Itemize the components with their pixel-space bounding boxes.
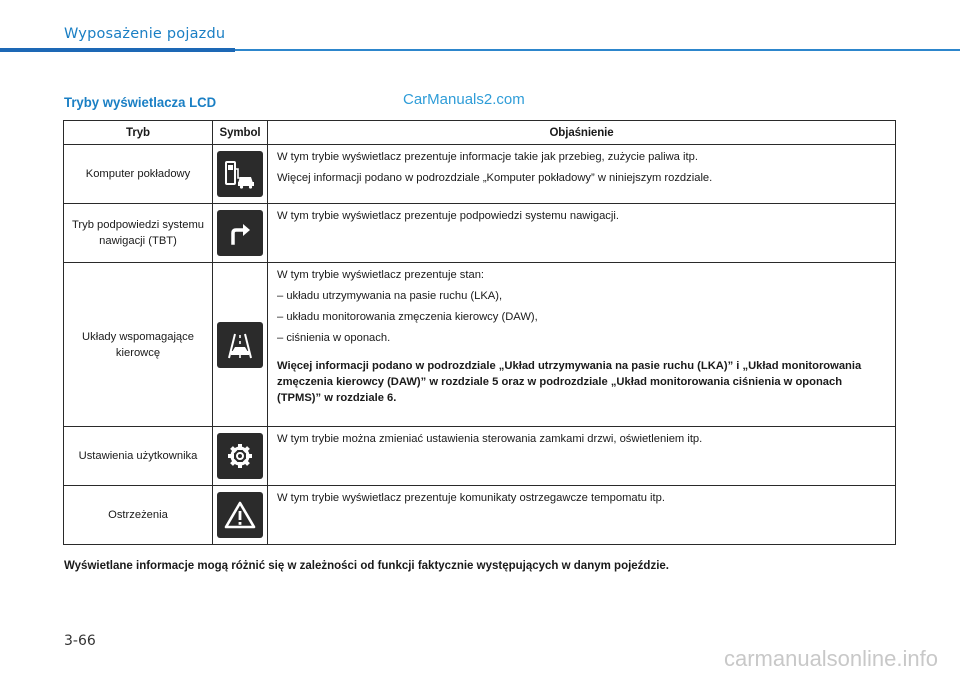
display-modes-table (63, 120, 896, 545)
watermark-link-top[interactable]: CarManuals2.com (403, 91, 525, 108)
lane-assist-icon (217, 322, 263, 368)
table-row (64, 427, 896, 486)
table-row (64, 204, 896, 263)
section-title: Tryby wyświetlacza LCD (64, 94, 217, 110)
column-header-mode: Tryb (64, 121, 213, 145)
table-row (64, 145, 896, 204)
chapter-title: Wyposażenie pojazdu (64, 26, 226, 42)
table-row (64, 486, 896, 545)
warning-triangle-icon (217, 492, 263, 538)
trip-computer-icon (217, 151, 263, 197)
header-rule (235, 49, 960, 51)
turn-right-arrow-icon (217, 210, 263, 256)
mode-description: W tym trybie wyświetlacz prezentuje podpowiedzi systemu nawigacji. (268, 204, 896, 263)
header-rule-accent (0, 48, 235, 52)
cross-reference-note: Więcej informacji podano w podrozdziale „Układ utrzymywania na pasie ruchu (LKA)” i „Układ monitorowania zmęczenia kierowcy (DAW)” w rozdziale 5 oraz w podrozdziale „Układ monitorowania ciśnienia w oponach (TPMS)” w rozdziale 6. (277, 360, 862, 404)
mode-name: Ostrzeżenia (64, 486, 213, 545)
mode-name: Ustawienia użytkownika (64, 427, 213, 486)
gear-icon (217, 433, 263, 479)
mode-name: Tryb podpowiedzi systemu nawigacji (TBT) (64, 204, 213, 263)
footnote: Wyświetlane informacje mogą różnić się w zależności od funkcji faktycznie występujących w danym pojeździe. (64, 560, 669, 572)
mode-description: W tym trybie wyświetlacz prezentuje stan: – układu utrzymywania na pasie ruchu (LKA), – układu monitorowania zmęczenia kierowcy (DAW), – ciśnienia w oponach. Więcej informacji podano w podrozdziale „Układ utrzymywania na pasie ruchu (LKA)” i „Układ monitorowania zmęczenia kierowcy (DAW)” w rozdziale 5 oraz w podrozdziale „Układ monitorowania ciśnienia w oponach (TPMS)” w rozdziale 6. (268, 263, 896, 427)
mode-name: Układy wspomagające kierowcę (64, 263, 213, 427)
column-header-symbol: Symbol (213, 121, 268, 145)
page-number: 3-66 (64, 633, 96, 649)
mode-description: W tym trybie wyświetlacz prezentuje informacje takie jak przebieg, zużycie paliwa itp. Więcej informacji podano w podrozdziale „Komputer pokładowy” w niniejszym rozdziale. (268, 145, 896, 204)
column-header-description: Objaśnienie (268, 121, 896, 145)
mode-name: Komputer pokładowy (64, 145, 213, 204)
table-row (64, 263, 896, 427)
mode-description: W tym trybie wyświetlacz prezentuje komunikaty ostrzegawcze tempomatu itp. (268, 486, 896, 545)
watermark-link-bottom[interactable]: carmanualsonline.info (723, 646, 938, 671)
table-header-row (64, 121, 896, 145)
mode-description: W tym trybie można zmieniać ustawienia sterowania zamkami drzwi, oświetleniem itp. (268, 427, 896, 486)
